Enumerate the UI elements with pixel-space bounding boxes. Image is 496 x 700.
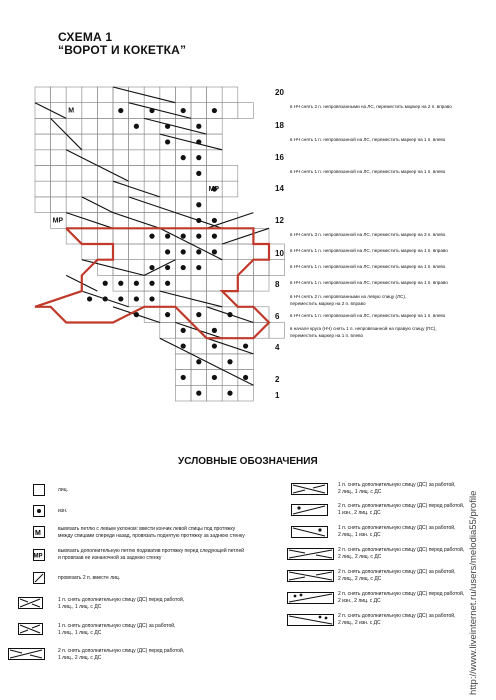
purl-dot [181,343,186,348]
chart-cell [82,197,98,213]
purl-dot [212,234,217,239]
chart-cell [35,87,51,103]
purl-stitch-icon [33,505,47,517]
legend-label: 1 лиц., 1 лиц. с ДС [58,604,102,610]
chart-cell [175,291,191,307]
row-number: 18 [275,121,284,130]
purl-dot [165,124,170,129]
chart-cell [207,166,223,182]
row-number: 16 [275,153,284,162]
chart-cell [97,150,113,166]
chart-cell [238,244,254,260]
chart-cell [51,103,67,119]
row-note: в НЧ снять 1 п. непровязанной на ЛС, переместить маркер на 1 п. влево [290,264,446,269]
chart-cell [144,87,160,103]
row-number: 2 [275,375,280,384]
purl-dot [243,343,248,348]
legend-label: 2 п. снять дополнительную спицу (ДС) перед работой, [338,547,465,553]
chart-cell [175,385,191,401]
mp-mark: MP [208,186,220,194]
purl-dot [118,296,123,301]
chart-cell [222,181,238,197]
chart-cell [207,275,223,291]
mp-increase-icon [33,549,47,561]
chart-cell [129,87,145,103]
legend-label: 2 лиц., 1 лиц. с ДС [338,489,382,495]
purl-dot [87,296,92,301]
cable-2-1-front-icon [8,648,48,660]
svg-text:M: M [35,530,41,537]
purl-dot [149,234,154,239]
chart-cell [97,87,113,103]
chart-cell [82,134,98,150]
chart-cell [51,197,67,213]
cable-purl-back-icon [291,526,331,538]
row-number: 6 [275,312,280,321]
chart-cell [222,323,238,339]
purl-dot [196,202,201,207]
purl-dot [181,108,186,113]
legend-label: и провязав ее изнаночной за заднюю стенку [58,555,162,561]
row-number: 4 [275,343,280,352]
cable-line [222,228,269,244]
purl-dot [212,375,217,380]
watermark: http://www.liveinternet.ru/users/melodia55/profile [468,490,479,695]
legend-label: 1 п. снять дополнительную спицу (ДС) за работой, [338,482,456,488]
cable-2-1-back-icon [291,483,331,495]
purl-dot [181,265,186,270]
chart-cell [160,213,176,229]
purl-dot [181,375,186,380]
purl-dot [165,139,170,144]
cable-purl-2-2-front-icon [287,592,335,604]
legend-label: 1 изн., 2 лиц. с ДС [338,510,381,516]
purl-dot [196,234,201,239]
chart-cell [82,118,98,134]
legend-label: 2 лиц., 1 изн. с ДС [338,532,381,538]
chart-cell [129,150,145,166]
chart-cell [191,181,207,197]
purl-dot [212,343,217,348]
purl-dot [212,218,217,223]
purl-dot [243,375,248,380]
chart-cell [160,166,176,182]
purl-dot [227,359,232,364]
purl-dot [118,281,123,286]
row-note: в НЧ снять 1 п. непровязанной на ЛС, переместить маркер на 1 п. вправо [290,248,448,253]
legend-label: 2 лиц., 2 лиц. с ДС [338,576,382,582]
chart-cell [222,166,238,182]
chart-cell [175,354,191,370]
legend-label: 2 лиц., 2 лиц. с ДС [338,554,382,560]
chart-cell [97,103,113,119]
chart-cell [129,134,145,150]
chart-cell [113,260,129,276]
purl-dot [149,281,154,286]
chart-cell [51,134,67,150]
chart-cell [238,354,254,370]
purl-dot [149,296,154,301]
chart-cell [97,118,113,134]
legend-label: 1 п. снять дополнительную спицу (ДС) перед работой, [58,597,185,603]
row-note: в НЧ снять 3 п. непровязанной на ЛС, переместить маркер на 3 п. влево [290,232,446,237]
purl-dot [165,265,170,270]
row-note: переместить маркер на 1 п. влево [290,333,364,338]
legend-label: 2 п. снять дополнительную спицу (ДС) за работой, [338,569,456,575]
chart-cell [238,323,254,339]
row-note: в начале круга (НЧ) снять 1 п. непровязанной на правую спицу (ПС), [290,326,437,331]
cable-2-2-front-icon [287,548,335,560]
chart-cell [191,275,207,291]
purl-dot [227,391,232,396]
cable-1-1-back-icon [18,623,46,635]
chart-cell [253,275,269,291]
chart-cell [66,150,82,166]
chart-cell [35,166,51,182]
chart-cell [113,150,129,166]
chart-cell [97,166,113,182]
knit-stitch-icon [33,484,47,496]
chart-cell [129,228,145,244]
chart-cell [191,370,207,386]
chart-cell [129,166,145,182]
chart-cell [113,244,129,260]
chart-cell [207,118,223,134]
chart-cell [113,118,129,134]
chart-cell [113,228,129,244]
row-number: 14 [275,184,284,193]
chart-cell [222,275,238,291]
legend-label: 1 п. снять дополнительную спицу (ДС) за работой, [58,623,176,629]
chart-cell [269,260,285,276]
purl-dot [181,249,186,254]
chart-cell [35,197,51,213]
row-note: в НЧ снять 1 п. непровязанной на ЛС, переместить маркер на 1 п. влево [290,313,446,318]
legend-label: 1 лиц., 2 лиц. с ДС [58,655,102,661]
chart-cell [144,134,160,150]
legend-label: 2 п. снять дополнительную спицу (ДС) перед работой, [58,648,185,654]
purl-dot [165,249,170,254]
purl-dot [181,155,186,160]
chart-cell [82,181,98,197]
chart-cell [82,228,98,244]
row-note: в НЧ снять 1 п. непровязанной на ЛС, переместить маркер на 1 п. влево [290,169,446,174]
purl-dot [196,265,201,270]
purl-dot [149,108,154,113]
row-number: 8 [275,280,280,289]
page-subtitle: “ВОРОТ И КОКЕТКА” [58,43,187,57]
row-number: 20 [275,88,284,97]
purl-dot [196,171,201,176]
purl-dot [165,281,170,286]
chart-cell [66,118,82,134]
chart-cell [35,150,51,166]
chart-cell [66,197,82,213]
chart-cell [160,150,176,166]
purl-dot [196,155,201,160]
chart-cell [175,275,191,291]
chart-cell [160,323,176,339]
row-note: в НЧ снять 2 п. непровязанными на левую спицу (ЛС), [290,294,407,299]
chart-cell [269,323,285,339]
chart-cell [82,244,98,260]
purl-dot [181,234,186,239]
cable-line [113,213,160,229]
chart-cell [51,181,67,197]
legend-title: УСЛОВНЫЕ ОБОЗНАЧЕНИЯ [178,456,318,467]
legend-label: вывязать дополнительную петлю подхватив протяжку перед следующей петлей [58,548,245,554]
chart-cell [51,166,67,182]
chart-cell [51,150,67,166]
legend-label: между спицами спереди назад, провязать поднятую протяжку за заднюю стенку [58,533,245,539]
chart-cell [222,103,238,119]
row-number: 10 [275,249,284,258]
purl-dot [212,249,217,254]
chart-cell [191,103,207,119]
purl-dot [196,391,201,396]
purl-dot [165,234,170,239]
chart-cell [175,87,191,103]
chart-cell [35,181,51,197]
purl-dot [227,312,232,317]
k2tog-icon [33,572,47,584]
chart-cell [51,87,67,103]
chart-cell [82,103,98,119]
chart-cell [144,166,160,182]
chart-cell [207,150,223,166]
chart-cell [97,260,113,276]
cable-line [113,181,160,197]
chart-cell [191,338,207,354]
purl-dot [196,249,201,254]
purl-dot [212,328,217,333]
chart-cell [175,181,191,197]
purl-dot [134,296,139,301]
cable-purl-2-2-back-icon [287,614,335,626]
chart-cell [207,87,223,103]
row-number: 12 [275,216,284,225]
chart-cell [253,244,269,260]
chart-cell [35,103,51,119]
chart-cell [222,370,238,386]
chart-cell [207,385,223,401]
purl-dot [196,124,201,129]
chart-cell [97,228,113,244]
chart-cell [113,166,129,182]
purl-dot [149,265,154,270]
chart-cell [113,134,129,150]
cable-line [129,197,176,213]
legend-label: 2 п. снять дополнительную спицу (ДС) перед работой, [338,503,465,509]
purl-dot [196,312,201,317]
chart-cell [129,244,145,260]
row-note: в НЧ снять 1 п. непровязанной на ЛС, переместить маркер на 1 п. влево [290,137,446,142]
legend-label: провязать 2 п. вместе лиц. [58,575,121,581]
row-note: в НЧ снять 2 п. непровязанными на ЛС, переместить маркер на 2 п. вправо [290,104,452,109]
legend-label: 2 п. снять дополнительную спицу (ДС) за работой, [338,613,456,619]
chart-cell [207,354,223,370]
chart-cell [97,197,113,213]
chart-cell [66,166,82,182]
chart-cell [175,197,191,213]
chart-cell [238,103,254,119]
row-note: переместить маркер на 2 п. вправо [290,301,366,306]
chart-cell [253,260,269,276]
legend-label: 1 лиц., 1 лиц. с ДС [58,630,102,636]
purl-dot [134,281,139,286]
mp-mark: MP [52,217,64,225]
purl-dot [165,312,170,317]
chart-cell [238,291,254,307]
cable-line [66,213,113,229]
chart-cell [66,181,82,197]
chart-cell [238,385,254,401]
legend-label: вывязать петлю с левым уклоном: ввести кончик левой спицы под протяжку [58,526,236,532]
chart-cell [238,275,254,291]
chart-cell [113,197,129,213]
purl-dot [134,124,139,129]
chart-cell [207,260,223,276]
legend-label: изн. [58,508,68,514]
chart-cell [207,197,223,213]
chart-cell [66,87,82,103]
legend-label: 2 лиц., 2 изн. с ДС [338,620,381,626]
purl-dot [103,296,108,301]
chart-cell [191,291,207,307]
m-mark: M [68,107,75,115]
chart-cell [175,118,191,134]
row-note: в НЧ снять 1 п. непровязанной на ЛС, переместить маркер на 1 п. вправо [290,280,448,285]
chart-cell [175,134,191,150]
purl-dot [196,359,201,364]
purl-dot [196,139,201,144]
legend-label: 1 п. снять дополнительную спицу (ДС) за работой, [338,525,456,531]
chart-cell [144,244,160,260]
purl-dot [181,328,186,333]
chart-cell [82,87,98,103]
purl-dot [103,281,108,286]
chart-cell [222,260,238,276]
cable-purl-front-icon [291,504,331,516]
chart-cell [160,103,176,119]
chart-cell [82,150,98,166]
chart-cell [97,134,113,150]
m-increase-icon [33,526,47,538]
chart-cell [35,134,51,150]
row-number: 1 [275,391,280,400]
chart-cell [222,87,238,103]
legend-label: 2 изн., 2 лиц. с ДС [338,598,381,604]
legend-label: лиц. [58,487,68,493]
legend-label: 2 п. снять дополнительную спицу (ДС) перед работой, [338,591,465,597]
page-title: СХЕМА 1 [58,30,113,44]
cable-2-2-back-icon [287,570,335,582]
chart-cell [144,150,160,166]
chart-cell [97,244,113,260]
purl-dot [118,108,123,113]
chart-cell [222,244,238,260]
chart-cell [191,87,207,103]
svg-text:MP: MP [33,553,43,560]
chart-cell [82,166,98,182]
purl-dot [196,218,201,223]
chart-cell [160,181,176,197]
chart-cell [175,166,191,182]
cable-1-1-front-icon [18,597,46,609]
chart-cell [97,181,113,197]
purl-dot [212,108,217,113]
chart-cell [35,118,51,134]
